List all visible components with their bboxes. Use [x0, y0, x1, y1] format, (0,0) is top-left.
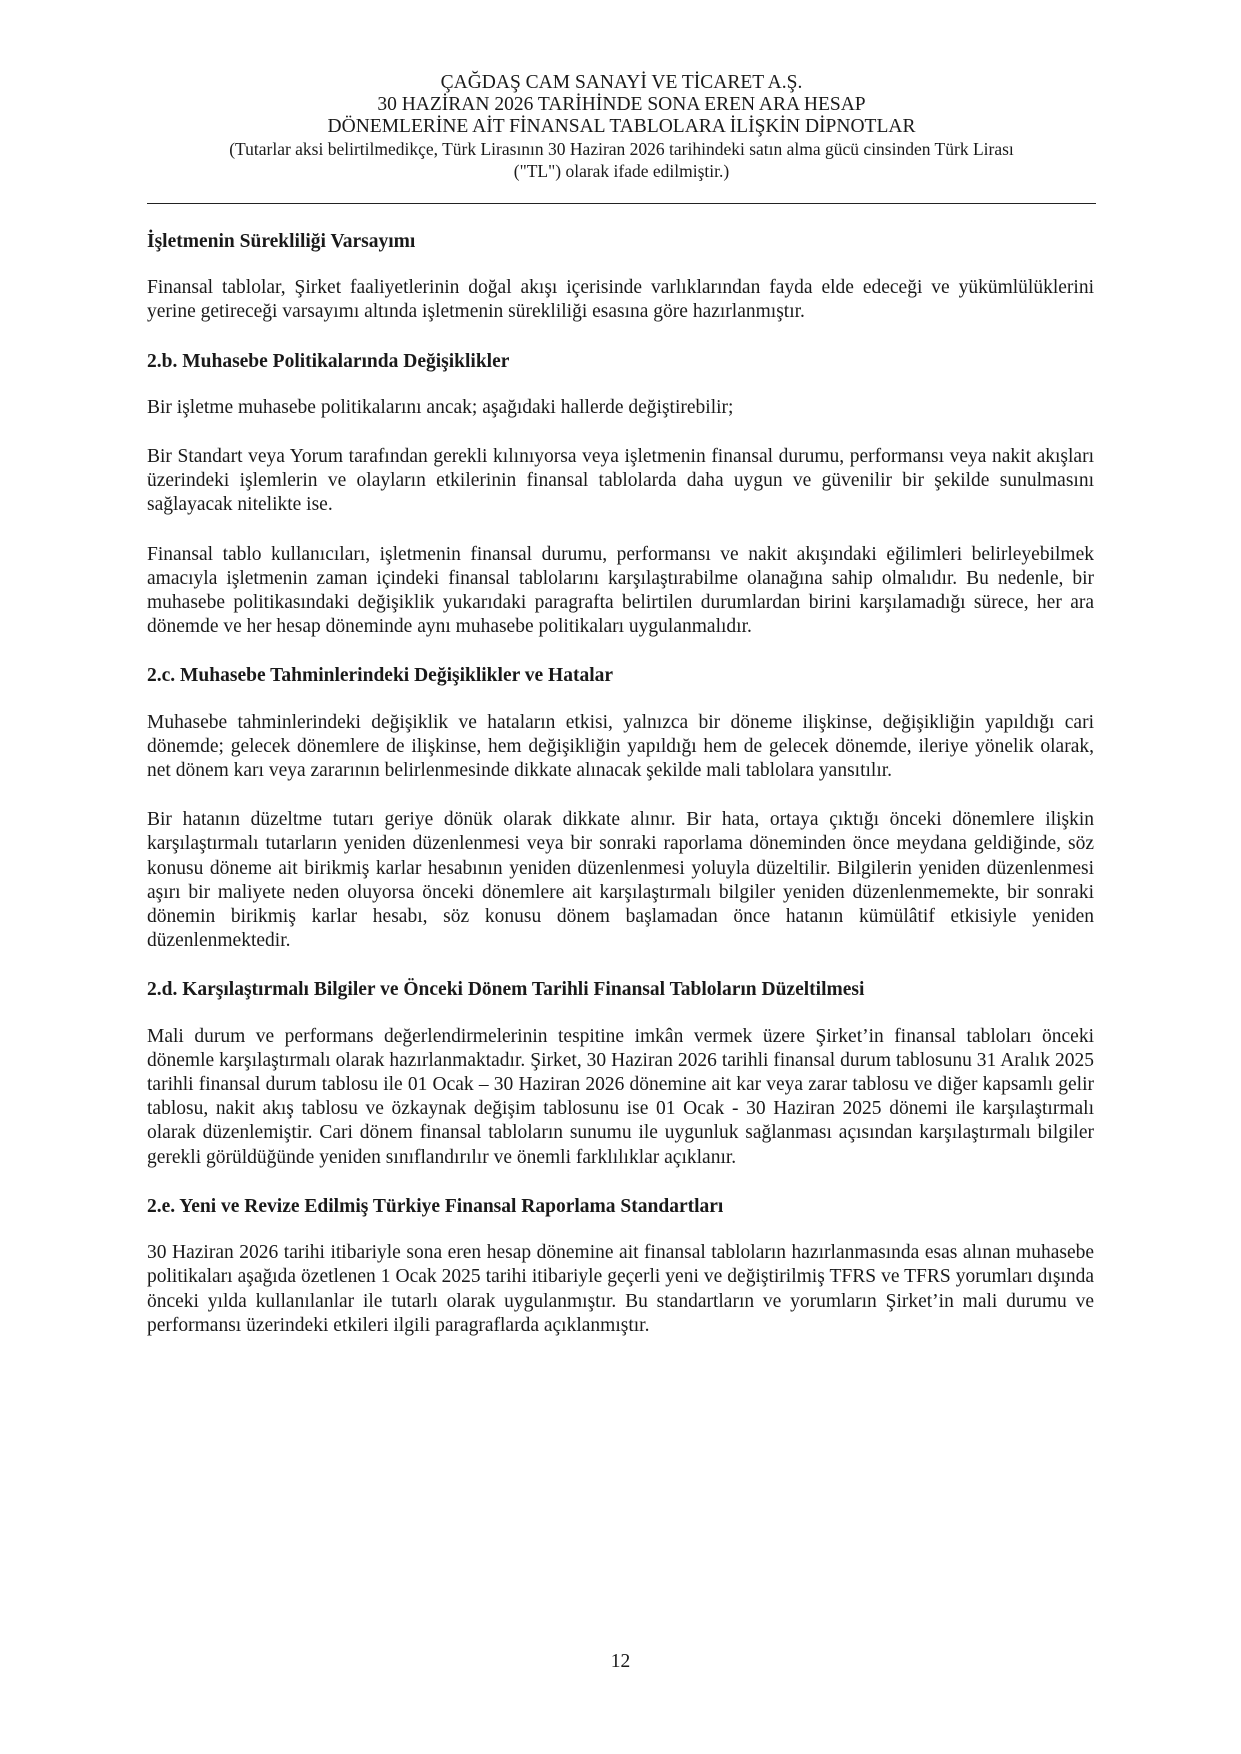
section-2c [147, 664, 1094, 953]
paragraph: Finansal tablo kullanıcıları, işletmenin finansal durumu, performansı ve nakit akışındaki eğilimleri belirleyebilmek amacıyla işletmenin zaman içindeki finansal tablolarını karşılaştırabilme olanağına sahip olmalıdır. Bu nedenle, bir muhasebe politikasındaki değişiklik yukarıdaki paragrafta belirtilen durumlardan birini karşılamadığı sürece, her ara dönemde ve her hesap döneminde aynı muhasebe politikaları uygulanmalıdır. [147, 543, 1094, 638]
section-2d [147, 978, 1094, 1169]
report-period-line-1: 30 HAZİRAN 2026 TARİHİNDE SONA EREN ARA HESAP [377, 94, 866, 115]
section-2b [147, 350, 1094, 640]
paragraph: Finansal tablolar, Şirket faaliyetlerinin doğal akışı içerisinde varlıklarından fayda elde edeceği ve yükümlülüklerini yerine getireceği varsayımı altında işletmenin sürekliliği esasına göre hazırlanmıştır. [147, 277, 1094, 323]
page-header [147, 72, 1096, 182]
page-body [147, 230, 1094, 1363]
page-number: 12 [610, 1651, 631, 1672]
paragraph: Bir işletme muhasebe politikalarını ancak; aşağıdaki hallerde değiştirebilir; [147, 396, 734, 418]
section-heading: 2.d. Karşılaştırmalı Bilgiler ve Önceki Dönem Tarihli Finansal Tabloların Düzeltilmesi [147, 979, 865, 1001]
paragraph: Bir hatanın düzeltme tutarı geriye dönük olarak dikkate alınır. Bir hata, ortaya çıktığı önceki dönemlere ilişkin karşılaştırmalı tutarların yeniden düzenlenmesi veya bir sonraki raporlama döneminden önce meydana geldiğinde, söz konusu döneme ait birikmiş karlar hesabının yeniden düzenlenmesi yoluyla düzeltilir. Bilgilerin yeniden düzenlenmesi aşırı bir maliyete neden oluyorsa önceki dönemlere ait karşılaştırmalı bilgiler yeniden düzenlenmemekte, bir sonraki dönemin birikmiş karlar hesabı, söz konusu dönem başlamadan önce hatanın kümülâtif etkisiyle yeniden düzenlenmektedir. [147, 809, 1094, 952]
section-heading: 2.c. Muhasebe Tahminlerindeki Değişiklikler ve Hatalar [147, 665, 614, 687]
company-name: ÇAĞDAŞ CAM SANAYİ VE TİCARET A.Ş. [440, 72, 803, 93]
paragraph: 30 Haziran 2026 tarihi itibariyle sona eren hesap dönemine ait finansal tabloların hazırlanmasında esas alınan muhasebe politikaları aşağıda özetlenen 1 Ocak 2025 tarihi itibariyle geçerli yeni ve değiştirilmiş TFRS ve TFRS yorumları dışında önceki yılda kullanılanlar ile tutarlı olarak uygulanmıştır. Bu standartların ve yorumların Şirket’in mali durumu ve performansı üzerindeki etkileri ilgili paragraflarda açıklanmıştır. [147, 1242, 1094, 1336]
section-going-concern [147, 230, 1094, 325]
section-heading: 2.b. Muhasebe Politikalarında Değişiklikler [147, 350, 510, 372]
header-divider [147, 203, 1096, 204]
section-heading: 2.e. Yeni ve Revize Edilmiş Türkiye Finansal Raporlama Standartları [147, 1195, 724, 1217]
currency-note-line-2: ("TL") olarak ifade edilmiştir.) [513, 161, 730, 181]
report-period-line-2: DÖNEMLERİNE AİT FİNANSAL TABLOLARA İLİŞKİN DİPNOTLAR [327, 116, 916, 137]
paragraph: Bir Standart veya Yorum tarafından gerekli kılınıyorsa veya işletmenin finansal durumu, performansı veya nakit akışları üzerindeki işlemlerin ve olayların etkilerinin finansal tablolarda daha uygun ve güvenilir bir şekilde sunulmasını sağlayacak nitelikte ise. [147, 446, 1094, 516]
section-2e [147, 1195, 1094, 1338]
currency-note-line-1: (Tutarlar aksi belirtilmedikçe, Türk Lirasının 30 Haziran 2026 tarihindeki satın alma gücü cinsinden Türk Lirası [229, 139, 1014, 159]
paragraph: Muhasebe tahminlerindeki değişiklik ve hataların etkisi, yalnızca bir döneme ilişkinse, değişikliğin yapıldığı cari dönemde; gelecek dönemlere de ilişkinse, hem değişikliğin yapıldığı hem de gelecek dönemde, ileriye yönelik olarak, net dönem karı veya zararının belirlenmesinde dikkate alınacak şekilde mali tablolara yansıtılır. [147, 711, 1094, 782]
paragraph: Mali durum ve performans değerlendirmelerinin tespitine imkân vermek üzere Şirket’in finansal tabloları önceki dönemle karşılaştırmalı olarak hazırlanmaktadır. Şirket, 30 Haziran 2026 tarihli finansal durum tablosunu 31 Aralık 2025 tarihli finansal durum tablosu ile 01 Ocak – 30 Haziran 2026 dönemine ait kar veya zarar tablosu ve diğer kapsamlı gelir tablosu, nakit akış tablosu ve özkaynak değişim tablosunu ise 01 Ocak - 30 Haziran 2025 dönemi ile karşılaştırmalı olarak düzenlemiştir. Cari dönem finansal tabloların sunumu ile uygunluk sağlanması açısından karşılaştırmalı bilgiler gerekli görüldüğünde yeniden sınıflandırılır ve önemli farklılıklar açıklanır. [147, 1025, 1094, 1168]
section-heading: İşletmenin Sürekliliği Varsayımı [147, 231, 416, 252]
